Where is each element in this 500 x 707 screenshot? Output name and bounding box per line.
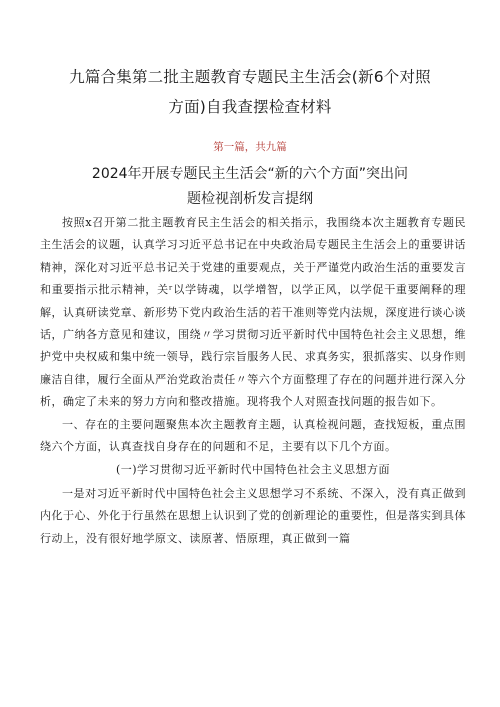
document-title: [40, 62, 460, 122]
document-title-line2: 方面)自我查摆检查材料: [168, 98, 332, 116]
intro-paragraph: 按照x召开第二批主题教育民主生活会的相关指示，我围绕本次主题教育专题民主生活会的议题，认真学习习近平总书记在中央政治局专题民主生活会上的重要讲话精神，深化对习近平总书记关于党建的重要观点，关于严谨党内政治生活的重要发言和重要指示批示精神，关ʳ以学铸魂，以学增智，以学正风，以学促干重要阐释的理解，认真研读党章、新形势下党内政治生活的若干准则等党内法规，深度进行谈心谈话，广纳各方意见和建议，围绕〃学习贯彻习近平新时代中国特色社会主义思想，维护党中央权威和集中统一领导，践行宗旨服务人民、求真务实，狠抓落实、以身作则廉洁自律，履行全面从严治党政治责任〃等六个方面整理了存在的问题并进行深入分析，确定了未来的努力方向和整改措施。现将我个人对照查找问题的报告如下。: [40, 216, 466, 409]
section-title: [60, 162, 440, 212]
subsection-heading: (一)学习贯彻习近平新时代中国特色社会主义思想方面: [115, 463, 391, 477]
first-problem-paragraph: 一是对习近平新时代中国特色社会主义思想学习不系统、不深入，没有真正做到内化于心、外化于行虽然在思想上认识到了党的创新理论的重要性，但是落实到具体行动上，没有很好地学原文、读原著、悟原理，真正做到一篇: [40, 486, 466, 545]
section-label: 第一篇，共九篇: [213, 141, 287, 153]
body-text: [40, 212, 466, 550]
section-title-line1: 2024年开展专题民主生活会“新的六个方面”突出问: [91, 166, 409, 182]
problems-overview-paragraph: 一、存在的主要问题聚焦本次主题教育主题，认真检视问题，查找短板，重点围绕六个方面，认真查找自身存在的问题和不足，主要有以下几个方面。: [40, 417, 466, 454]
section-title-line2: 题检视剖析发言提纲: [187, 191, 313, 207]
document-title-line1: 九篇合集第二批主题教育专题民主生活会(新6个对照: [69, 68, 431, 86]
